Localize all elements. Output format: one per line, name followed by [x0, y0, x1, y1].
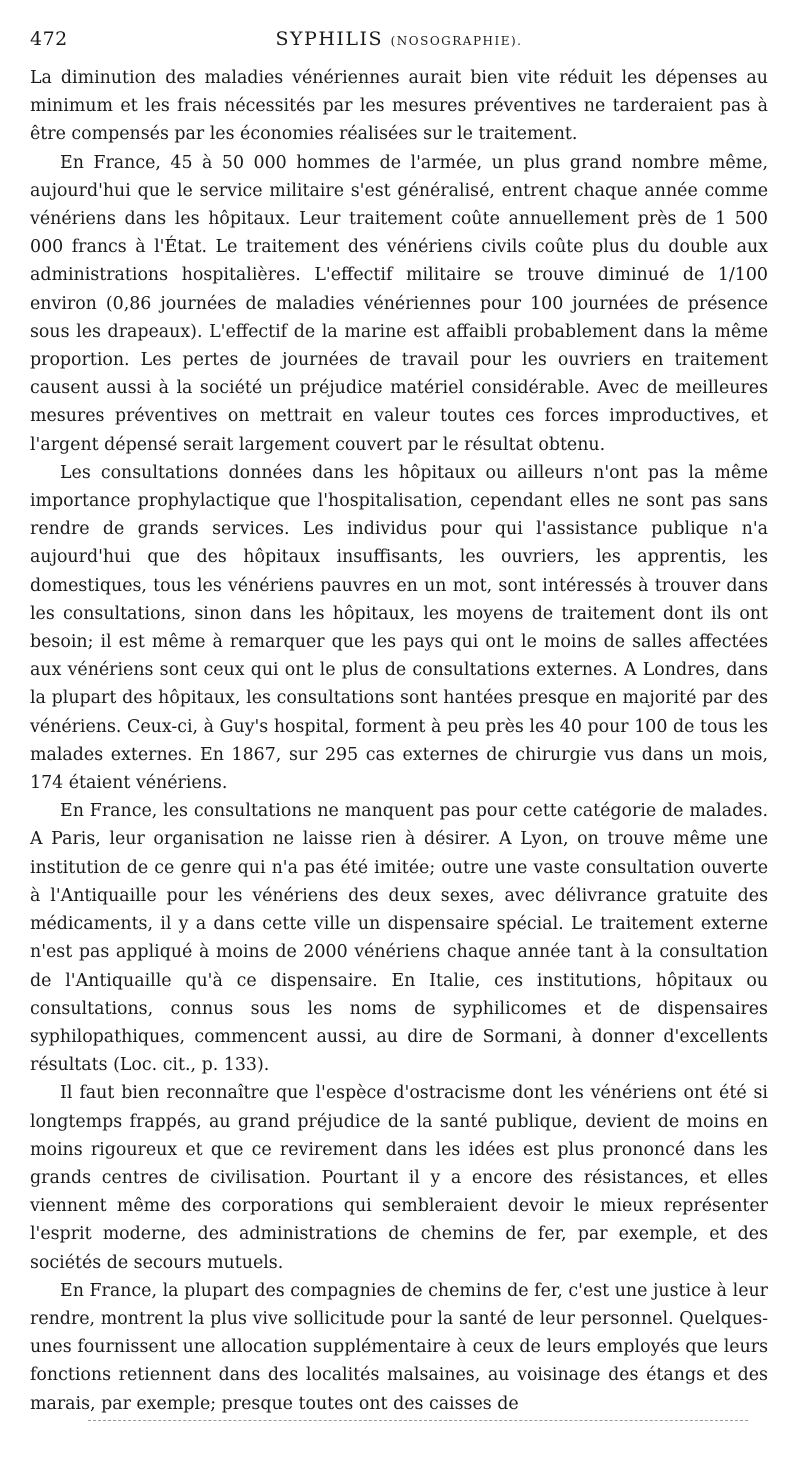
bottom-print-rule: [88, 1420, 748, 1421]
paragraph-2: En France, 45 à 50 000 hommes de l'armée, un plus grand nombre même, aujourd'hui que le service militaire s'est généralisé, entrent chaque année comme vénériens dans les hôpitaux. Leur traitement coûte annuellement près de 1 500 000 francs à l'État. Le traitement des vénériens civils coûte plus du double aux administrations hospitalières. L'effectif militaire se trouve diminué de 1/100 environ (0,86 journées de maladies vénériennes pour 100 journées de présence sous les drapeaux). L'effectif de la marine est affaibli probablement dans la même proportion. Les pertes de journées de travail pour les ouvriers en traitement causent aussi à la société un préjudice matériel considérable. Avec de meilleures mesures préventives on mettrait en valeur toutes ces forces improductives, et l'argent dépensé serait largement couvert par le résultat obtenu.: [30, 152, 768, 455]
page-number: 472: [30, 28, 68, 50]
body-text: [30, 64, 768, 1418]
book-page: [30, 28, 768, 1418]
paragraph-5: Il faut bien reconnaître que l'espèce d'ostracisme dont les vénériens ont été si longtemps frappés, au grand préjudice de la santé publique, devient de moins en moins rigoureux et que ce revirement dans les idées est plus prononcé dans les grands centres de civilisation. Pourtant il y a encore des résistances, et elles viennent même des corporations qui sembleraient devoir le mieux représenter l'esprit moderne, des administrations de chemins de fer, par exemple, et des sociétés de secours mutuels.: [30, 1083, 768, 1273]
paragraph-4: En France, les consultations ne manquent pas pour cette catégorie de malades. A Paris, leur organisation ne laisse rien à désirer. A Lyon, on trouve même une institution de ce genre qui n'a pas été imitée; outre une vaste consultation ouverte à l'Antiquaille pour les vénériens des deux sexes, avec délivrance gratuite des médicaments, il y a dans cette ville un dispensaire spécial. Le traitement externe n'est pas appliqué à moins de 2000 vénériens chaque année tant à la consultation de l'Antiquaille qu'à ce dispensaire. En Italie, ces institutions, hôpitaux ou consultations, connus sous les noms de syphilicomes et de dispensaires syphilopathiques, commencent aussi, au dire de Sormani, à donner d'excellents résultats (Loc. cit., p. 133).: [30, 801, 768, 1076]
running-head: [30, 28, 768, 50]
paragraph-1: La diminution des maladies vénériennes aurait bien vite réduit les dépenses au minimum et les frais nécessités par les mesures préventives ne tarderaient pas à être compensés par les économies réalisées sur le traitement.: [30, 68, 768, 145]
running-head-subtitle: (NOSOGRAPHIE).: [390, 34, 523, 48]
paragraph-3: Les consultations données dans les hôpitaux ou ailleurs n'ont pas la même importance prophylactique que l'hospitalisation, cependant elles ne sont pas sans rendre de grands services. Les individus pour qui l'assistance publique n'a aujourd'hui que des hôpitaux insuffisants, les ouvriers, les apprentis, les domestiques, tous les vénériens pauvres en un mot, sont intéressés à trouver dans les consultations, sinon dans les hôpitaux, les moyens de traitement dont ils ont besoin; il est même à remarquer que les pays qui ont le moins de salles affectées aux vénériens sont ceux qui ont le plus de consultations externes. A Londres, dans la plupart des hôpitaux, les consultations sont hantées presque en majorité par des vénériens. Ceux-ci, à Guy's hospital, forment à peu près les 40 pour 100 de tous les malades externes. En 1867, sur 295 cas externes de chirurgie vus dans un mois, 174 étaient vénériens.: [30, 462, 768, 794]
running-head-title: SYPHILIS: [275, 28, 384, 50]
page-header: [30, 28, 768, 58]
paragraph-6: En France, la plupart des compagnies de chemins de fer, c'est une justice à leur rendre, montrent la plus vive sollicitude pour la santé de leur personnel. Quelques-unes fournissent une allocation supplémentaire à ceux de leurs employés que leurs fonctions retiennent dans des localités malsaines, au voisinage des étangs et des marais, par exemple; presque toutes ont des caisses de: [30, 1280, 768, 1414]
